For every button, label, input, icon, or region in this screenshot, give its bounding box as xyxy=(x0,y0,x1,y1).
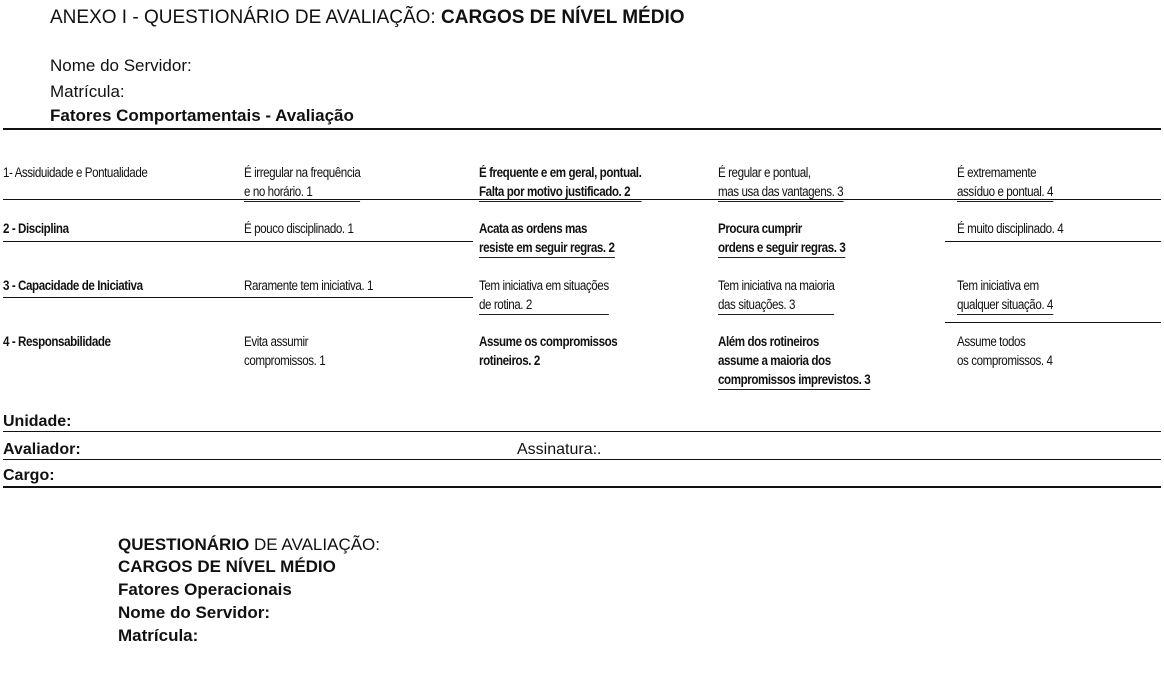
section-divider xyxy=(3,128,1161,130)
cell-line: Tem iniciativa em situações xyxy=(479,278,609,293)
cell-line: Assume todos xyxy=(957,334,1026,349)
annex-title-bold: CARGOS DE NÍVEL MÉDIO xyxy=(441,7,685,28)
second-form-section: Fatores Operacionais xyxy=(118,580,292,599)
row-divider xyxy=(945,322,1161,323)
cell-line: resiste em seguir regras. 2 xyxy=(479,238,615,258)
role-line xyxy=(3,486,1161,488)
cell-line: É extremamente xyxy=(957,165,1037,180)
level-2-cell xyxy=(479,332,617,370)
cell-line: das situações. 3 xyxy=(718,295,834,315)
level-3-cell xyxy=(718,276,834,315)
cell-line: compromissos imprevistos. 3 xyxy=(718,370,870,390)
second-form-title-bold: QUESTIONÁRIO xyxy=(118,535,250,554)
cell-line: os compromissos. 4 xyxy=(957,353,1053,368)
cell-line: É irregular na frequência xyxy=(244,165,361,180)
evaluator-label: Avaliador: xyxy=(3,441,81,458)
cell-line: É pouco disciplinado. 1 xyxy=(244,221,354,236)
evaluator-line xyxy=(3,459,1161,460)
cell-line: mas usa das vantagens. 3 xyxy=(718,182,843,202)
annex-title-prefix: ANEXO I - QUESTIONÁRIO DE AVALIAÇÃO: xyxy=(50,7,436,28)
section-title: Fatores Comportamentais - Avaliação xyxy=(50,106,354,125)
cell-line: Tem iniciativa na maioria xyxy=(718,278,835,293)
cell-line: É regular e pontual, xyxy=(718,165,811,180)
unit-label: Unidade: xyxy=(3,413,72,430)
second-form-name-label: Nome do Servidor: xyxy=(118,603,271,622)
cell-line: Procura cumprir xyxy=(718,221,802,236)
level-3-cell xyxy=(718,219,845,258)
cell-line: qualquer situação. 4 xyxy=(957,295,1053,315)
level-4-cell xyxy=(957,276,1053,315)
row-divider xyxy=(3,199,1161,200)
cell-line: Falta por motivo justificado. 2 xyxy=(479,182,641,202)
factor-label: 2 - Disciplina xyxy=(3,221,69,236)
cell-line: assíduo e pontual. 4 xyxy=(957,182,1053,202)
level-4-cell xyxy=(957,332,1053,370)
cell-line: Raramente tem iniciativa. 1 xyxy=(244,278,374,293)
level-1-cell xyxy=(244,332,325,370)
factor-label: 1- Assiduidade e Pontualidade xyxy=(3,165,148,180)
level-4-cell xyxy=(957,163,1053,202)
cell-line: assume a maioria dos xyxy=(718,353,831,368)
server-name-label: Nome do Servidor: xyxy=(50,56,192,75)
cell-line: compromissos. 1 xyxy=(244,353,326,368)
level-4-cell xyxy=(957,219,1063,238)
cell-line: É frequente e em geral, pontual. xyxy=(479,165,642,180)
registration-label: Matrícula: xyxy=(50,82,125,101)
cell-line: Evita assumir xyxy=(244,334,309,349)
row-divider xyxy=(3,241,473,242)
cell-line: rotineiros. 2 xyxy=(479,353,540,368)
cell-line: Tem iniciativa em xyxy=(957,278,1039,293)
annex-title xyxy=(50,7,685,29)
factor-label: 3 - Capacidade de Iniciativa xyxy=(3,278,143,293)
level-2-cell xyxy=(479,163,641,202)
second-form-title-rest: DE AVALIAÇÃO: xyxy=(254,535,381,554)
cell-line: É muito disciplinado. 4 xyxy=(957,221,1064,236)
cell-line: ordens e seguir regras. 3 xyxy=(718,238,845,258)
cell-line: de rotina. 2 xyxy=(479,295,609,315)
signature-label: Assinatura:. xyxy=(517,441,602,458)
cell-line: Acata as ordens mas xyxy=(479,221,587,236)
level-3-cell xyxy=(718,163,843,202)
cell-line: Além dos rotineiros xyxy=(718,334,819,349)
level-1-cell xyxy=(244,276,373,295)
factor-label: 4 - Responsabilidade xyxy=(3,334,111,349)
role-label: Cargo: xyxy=(3,467,55,484)
second-form-level: CARGOS DE NÍVEL MÉDIO xyxy=(118,557,336,576)
row-divider xyxy=(945,241,1161,242)
level-1-cell xyxy=(244,163,360,202)
cell-line: e no horário. 1 xyxy=(244,182,360,202)
level-3-cell xyxy=(718,332,870,390)
second-form-title xyxy=(118,535,380,555)
second-form-registration-label: Matrícula: xyxy=(118,626,199,645)
row-divider xyxy=(3,297,473,298)
level-2-cell xyxy=(479,219,615,258)
unit-line xyxy=(3,431,1161,432)
level-2-cell xyxy=(479,276,609,315)
level-1-cell xyxy=(244,219,354,238)
cell-line: Assume os compromissos xyxy=(479,334,618,349)
